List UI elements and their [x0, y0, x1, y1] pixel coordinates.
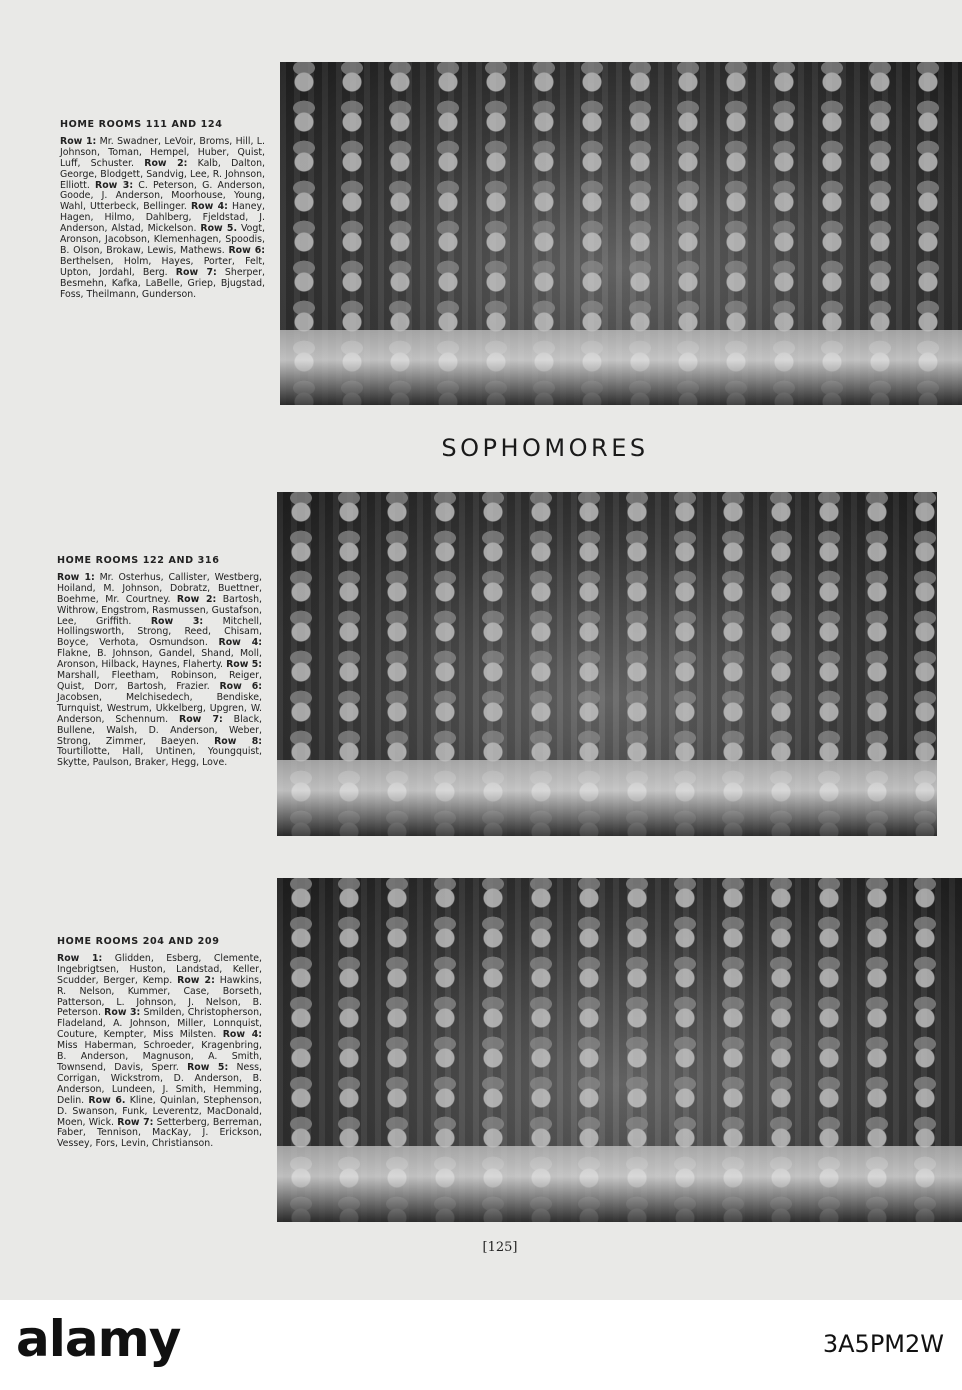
row-names: Sherper, Besmehn, Kafka, LaBelle, Griep, Bjugstad, Foss, Theilmann, Gunderson.: [60, 266, 265, 300]
watermark-bar: [0, 1300, 962, 1390]
caption-heading: HOME ROOMS 122 AND 316: [57, 555, 220, 566]
section-title: SOPHOMORES: [441, 434, 649, 462]
row-names: Miss Haberman, Schroeder, Kragenbring, B. Anderson, Magnuson, A. Smith, Townsend, Davis, Sperr.: [57, 1040, 262, 1073]
caption-home-rooms-111-124: [60, 120, 265, 301]
row-label: Row 3:: [95, 179, 134, 191]
row-label: Row 7:: [117, 1116, 154, 1128]
image-id: 3A5PM2W: [822, 1330, 944, 1358]
row-label: Row 1:: [57, 952, 103, 964]
page-number: [125]: [482, 1240, 518, 1255]
row-names: Kline, Quinlan, Stephenson, D. Swanson, Funk, Leverentz, MacDonald, Moen, Wick.: [57, 1094, 262, 1128]
alamy-logo: alamy: [16, 1310, 181, 1368]
class-photo-home-rooms-122-316: [277, 492, 937, 836]
row-names: Mr. Swadner, LeVoir, Broms, Hill, L. Johnson, Toman, Hempel, Huber, Quist, Luff, Schuster.: [60, 135, 266, 169]
caption-home-rooms-122-316: [57, 556, 262, 769]
row-label: Row 1:: [57, 571, 95, 583]
caption-names: [60, 137, 265, 301]
row-names: Marshall, Fleetham, Robinson, Reiger, Quist, Dorr, Bartosh, Frazier.: [57, 670, 262, 692]
caption-names: [57, 954, 262, 1150]
row-names: Ness, Corrigan, Wickstrom, D. Anderson, B. Anderson, Lundeen, J. Smith, Hemming, Delin.: [57, 1061, 263, 1106]
row-label: Row 2:: [144, 157, 188, 169]
row-label: Row 4:: [190, 201, 228, 213]
row-names: Jacobsen, Melchisedech, Bendiske, Turnquist, Westrum, Ukkelberg, Upgren, W. Anderson, Schennum.: [57, 691, 262, 725]
row-label: Row 2:: [176, 593, 217, 605]
row-names: Tourtillotte, Hall, Untinen, Youngquist, Skytte, Paulson, Braker, Hegg, Love.: [57, 746, 262, 769]
row-names: Flakne, B. Johnson, Gandel, Shand, Moll, Aronson, Hilback, Haynes, Flaherty.: [57, 648, 262, 671]
row-label: Row 3:: [104, 1007, 141, 1019]
class-photo-home-rooms-204-209: [277, 878, 962, 1222]
row-label: Row 4:: [218, 637, 262, 649]
row-label: Row 6.: [88, 1094, 126, 1106]
caption-heading: HOME ROOMS 204 AND 209: [57, 936, 220, 947]
row-label: Row 7:: [179, 713, 223, 725]
class-photo-home-rooms-111-124: [280, 62, 962, 405]
row-label: Row 5:: [226, 659, 263, 671]
row-names: Black, Bullene, Walsh, D. Anderson, Weber, Strong, Zimmer, Baeyen.: [57, 713, 262, 747]
row-names: Smilden, Christopherson, Fladeland, A. Johnson, Miller, Lonnquist, Couture, Kempter, Miss Milsten.: [57, 1007, 262, 1041]
row-label: Row 4:: [222, 1029, 262, 1041]
row-label: Row 3:: [150, 615, 204, 627]
caption-names: [57, 573, 262, 769]
row-label: Row 6:: [219, 680, 262, 692]
row-names: Haney, Hagen, Hilmo, Dahlberg, Fjeldstad, J. Anderson, Alstad, Mickelson.: [60, 201, 265, 235]
row-names: Mitchell, Hollingsworth, Strong, Reed, Chisam, Boyce, Verhota, Osmundson.: [57, 615, 262, 649]
row-names: Hawkins, R. Nelson, Kummer, Case, Borseth, Patterson, L. Johnson, J. Nelson, B. Peterson.: [57, 974, 263, 1019]
row-names: Setterberg, Berreman, Faber, Tennison, MacKay, J. Erickson, Vessey, Fors, Levin, Christianson.: [57, 1116, 262, 1150]
row-label: Row 5:: [187, 1061, 229, 1073]
row-names: C. Peterson, G. Anderson, Goode, J. Anderson, Moorhouse, Young, Wahl, Utterbeck, Bellinger.: [60, 179, 265, 213]
row-label: Row 7:: [175, 266, 217, 278]
row-names: Kalb, Dalton, George, Blodgett, Sandvig, Lee, R. Johnson, Elliott.: [60, 157, 265, 191]
row-label: Row 8:: [214, 735, 262, 747]
row-names: Bartosh, Withrow, Engstrom, Rasmussen, Gustafson, Lee, Griffith.: [57, 593, 262, 627]
row-names: Mr. Osterhus, Callister, Westberg, Hoiland, M. Johnson, Dobratz, Buettner, Boehme, Mr. Courtney.: [57, 571, 263, 605]
row-names: Berthelsen, Holm, Hayes, Porter, Felt, Upton, Jordahl, Berg.: [60, 255, 265, 278]
caption-home-rooms-204-209: [57, 937, 262, 1150]
row-label: Row 6:: [228, 244, 265, 256]
row-names: Vogt, Aronson, Jacobson, Klemenhagen, Spoodis, B. Olson, Brokaw, Lewis, Mathews.: [60, 223, 265, 256]
row-label: Row 5.: [200, 223, 238, 235]
caption-heading: HOME ROOMS 111 AND 124: [60, 119, 223, 130]
row-label: Row 2:: [177, 974, 215, 986]
row-label: Row 1:: [60, 135, 97, 147]
row-names: Glidden, Esberg, Clemente, Ingebrigtsen, Huston, Landstad, Keller, Scudder, Berger, Kemp.: [57, 952, 262, 986]
